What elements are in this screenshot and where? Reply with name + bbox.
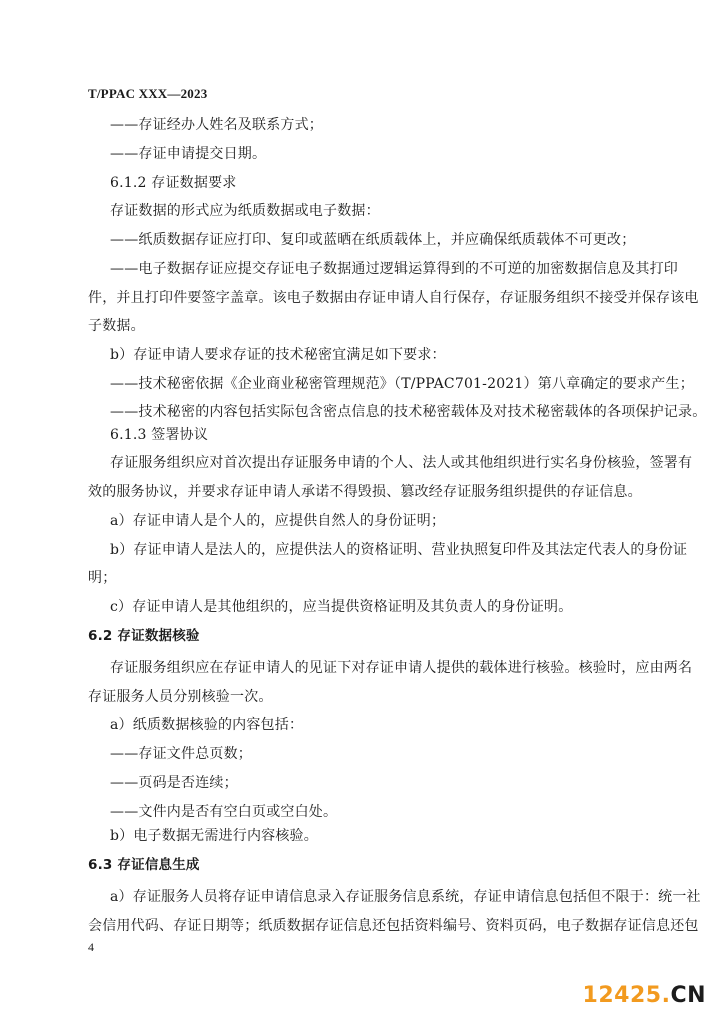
section-heading: 6.3 存证信息生成 bbox=[88, 857, 200, 873]
body-text-line: 效的服务协议，并要求存证申请人承诺不得毁损、篡改经存证服务组织提供的存证信息。 bbox=[88, 484, 642, 500]
body-text-line: 件，并且打印件要签字盖章。该电子数据由存证申请人自行保存，存证服务组织不接受并保存该电 bbox=[88, 290, 699, 306]
body-text-line: b）存证申请人是法人的，应提供法人的资格证明、营业执照复印件及其法定代表人的身份证 bbox=[110, 542, 688, 558]
body-text-line: 6.1.2 存证数据要求 bbox=[110, 175, 237, 191]
body-text-line: ——存证经办人姓名及联系方式； bbox=[110, 117, 323, 133]
page-number: 4 bbox=[88, 940, 94, 954]
body-text-line: c）存证申请人是其他组织的，应当提供资格证明及其负责人的身份证明。 bbox=[110, 599, 573, 615]
watermark-logo bbox=[583, 983, 706, 1008]
body-text-line: 会信用代码、存证日期等；纸质数据存证信息还包括资料编号、资料页码，电子数据存证信息还包 bbox=[88, 918, 699, 934]
watermark-number: 12425 bbox=[582, 983, 662, 1008]
body-text-line: a）存证申请人是个人的，应提供自然人的身份证明； bbox=[110, 513, 446, 529]
body-text-line: b）电子数据无需进行内容核验。 bbox=[110, 828, 318, 844]
section-heading: 6.2 存证数据核验 bbox=[88, 628, 200, 644]
body-text-line: ——存证文件总页数； bbox=[110, 746, 252, 762]
body-text-line: a）存证服务人员将存证申请信息录入存证服务信息系统，存证申请信息包括但不限于：统一社 bbox=[110, 889, 701, 905]
body-text-line: ——页码是否连续； bbox=[110, 775, 238, 791]
document-header: T/PPAC XXX—2023 bbox=[88, 86, 208, 101]
body-text-line: 6.1.3 签署协议 bbox=[110, 427, 209, 443]
body-text-line: ——电子数据存证应提交存证电子数据通过逻辑运算得到的不可逆的加密数据信息及其打印 bbox=[110, 261, 678, 277]
body-text-line: ——技术秘密的内容包括实际包含密点信息的技术秘密载体及对技术秘密载体的各项保护记录。 bbox=[110, 404, 707, 420]
body-text-line: ——文件内是否有空白页或空白处。 bbox=[110, 804, 338, 820]
body-text-line: ——存证申请提交日期。 bbox=[110, 146, 267, 162]
body-text-line: 存证服务组织应对首次提出存证服务申请的个人、法人或其他组织进行实名身份核验，签署有 bbox=[110, 455, 693, 471]
body-text-line: 子数据。 bbox=[88, 318, 145, 334]
body-text-line: ——纸质数据存证应打印、复印或蓝晒在纸质载体上，并应确保纸质载体不可更改； bbox=[110, 232, 636, 248]
body-text-line: b）存证申请人要求存证的技术秘密宜满足如下要求： bbox=[110, 347, 446, 363]
body-text-line: 存证服务人员分别核验一次。 bbox=[88, 689, 273, 705]
body-text-line: a）纸质数据核验的内容包括： bbox=[110, 717, 304, 733]
body-text-line: ——技术秘密依据《企业商业秘密管理规范》（T/PPAC701-2021）第八章确定的要求产生； bbox=[110, 376, 694, 392]
body-text-line: 存证服务组织应在存证申请人的见证下对存证申请人提供的载体进行核验。核验时，应由两名 bbox=[110, 660, 693, 676]
body-text-line: 存证数据的形式应为纸质数据或电子数据： bbox=[110, 203, 380, 219]
body-text-line: 明； bbox=[88, 570, 117, 586]
watermark-domain: CN bbox=[670, 983, 706, 1008]
watermark-dot: . bbox=[661, 983, 671, 1008]
